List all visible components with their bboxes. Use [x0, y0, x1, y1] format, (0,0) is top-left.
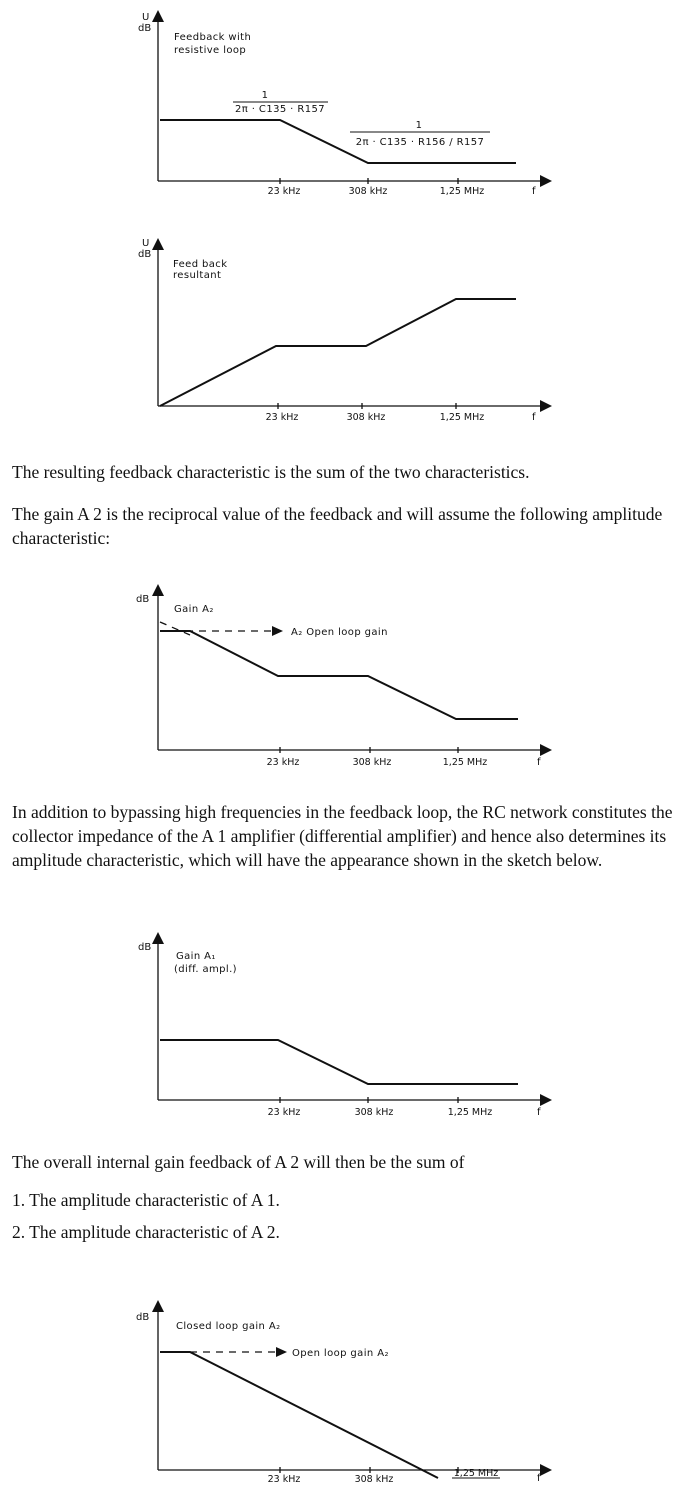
x-axis-label: f — [537, 1107, 541, 1118]
paragraph-gain-a2: The gain A 2 is the reciprocal value of the feedback and will assume the following amplitude characteristic: — [12, 504, 663, 548]
tick-label-23khz: 23 kHz — [267, 1107, 301, 1118]
tick-label-308khz: 308 kHz — [352, 757, 392, 768]
paragraph-rc-network: In addition to bypassing high frequencies in the feedback loop, the RC network constitutes the collector impedance of the A 1 amplifier (differential amplifier) and hence also determines its amplitude characteristic, which will have the appearance shown in the sketch below. — [12, 802, 673, 870]
diagram-title-line-2: (diff. ampl.) — [174, 964, 237, 975]
x-axis-label: f — [537, 1473, 541, 1484]
tick-label-125mhz: 1,25 MHz — [439, 412, 485, 423]
formula1-denominator: 2π · C135 · R157 — [235, 104, 325, 115]
tick-label-23khz: 23 kHz — [267, 1474, 301, 1485]
open-loop-arrow-icon — [272, 626, 283, 636]
y-axis-unit: dB — [138, 23, 152, 34]
paragraph-overall-gain: The overall internal gain feedback of A 2 will then be the sum of — [12, 1152, 465, 1172]
x-axis-label: f — [532, 186, 536, 197]
tick-label-308khz: 308 kHz — [348, 186, 388, 197]
diagram-title: Gain A₂ — [174, 604, 214, 615]
curve-gain-a1 — [160, 1040, 518, 1084]
y-axis-arrow-icon — [152, 584, 164, 596]
y-axis-unit: dB — [136, 1312, 150, 1323]
x-axis-label: f — [532, 412, 536, 423]
list-item-1: 1. The amplitude characteristic of A 1. — [12, 1190, 280, 1210]
tick-label-308khz: 308 kHz — [346, 412, 386, 423]
x-axis-arrow-icon — [540, 1094, 552, 1106]
y-axis-unit: dB — [138, 249, 152, 260]
diagram-title-line-2: resistive loop — [174, 45, 247, 56]
tick-label-125mhz: 1,25 MHz — [447, 1107, 493, 1118]
diagram-title-line-1: Feedback with — [174, 32, 252, 43]
formula2-numerator: 1 — [415, 120, 423, 131]
y-axis-arrow-icon — [152, 1300, 164, 1312]
diagram-title: Closed loop gain A₂ — [176, 1321, 281, 1332]
open-loop-label: A₂ Open loop gain — [291, 627, 388, 638]
diagram-closed-loop-gain — [0, 1296, 692, 1486]
x-axis-arrow-icon — [540, 1464, 552, 1476]
tick-label-125mhz: 1,25 MHz — [439, 186, 485, 197]
y-axis-label: U — [142, 12, 150, 23]
tick-label-125mhz: 1,25 MHz — [442, 757, 488, 768]
diagram-feedback-resistive — [0, 0, 692, 200]
tick-label-308khz: 308 kHz — [354, 1474, 394, 1485]
curve-gain-a2 — [160, 631, 518, 719]
formula1-numerator: 1 — [261, 90, 269, 101]
diagram-title-line-1: Gain A₁ — [176, 951, 216, 962]
y-axis-arrow-icon — [152, 932, 164, 944]
x-axis-arrow-icon — [540, 175, 552, 187]
x-axis-arrow-icon — [540, 400, 552, 412]
diagram-title-line-1: Feed back — [173, 259, 228, 270]
x-axis-arrow-icon — [540, 744, 552, 756]
formula2-denominator: 2π · C135 · R156 / R157 — [355, 137, 485, 148]
y-axis-unit: dB — [136, 594, 150, 605]
tick-label-23khz: 23 kHz — [267, 186, 301, 197]
diagram-gain-a2 — [0, 580, 692, 770]
diagram-gain-a1 — [0, 930, 692, 1120]
y-axis-arrow-icon — [152, 238, 164, 250]
tick-label-23khz: 23 kHz — [266, 757, 300, 768]
list-item-2: 2. The amplitude characteristic of A 2. — [12, 1222, 280, 1242]
diagram-feedback-resultant — [0, 230, 692, 430]
open-loop-dash-slope — [160, 622, 190, 635]
x-axis-label: f — [537, 757, 541, 768]
open-loop-label: Open loop gain A₂ — [292, 1348, 389, 1359]
paragraph-sum: The resulting feedback characteristic is the sum of the two characteristics. — [12, 462, 530, 482]
curve-feedback-resultant — [160, 299, 516, 406]
curve-closed-loop-gain — [160, 1352, 438, 1478]
tick-label-308khz: 308 kHz — [354, 1107, 394, 1118]
diagram-title-line-2: resultant — [173, 270, 222, 281]
y-axis-unit: dB — [138, 942, 152, 953]
open-loop-arrow-icon — [276, 1347, 287, 1357]
y-axis-label: U — [142, 238, 150, 249]
tick-label-125mhz: 1,25 MHz — [453, 1468, 499, 1479]
tick-label-23khz: 23 kHz — [265, 412, 299, 423]
y-axis-arrow-icon — [152, 10, 164, 22]
